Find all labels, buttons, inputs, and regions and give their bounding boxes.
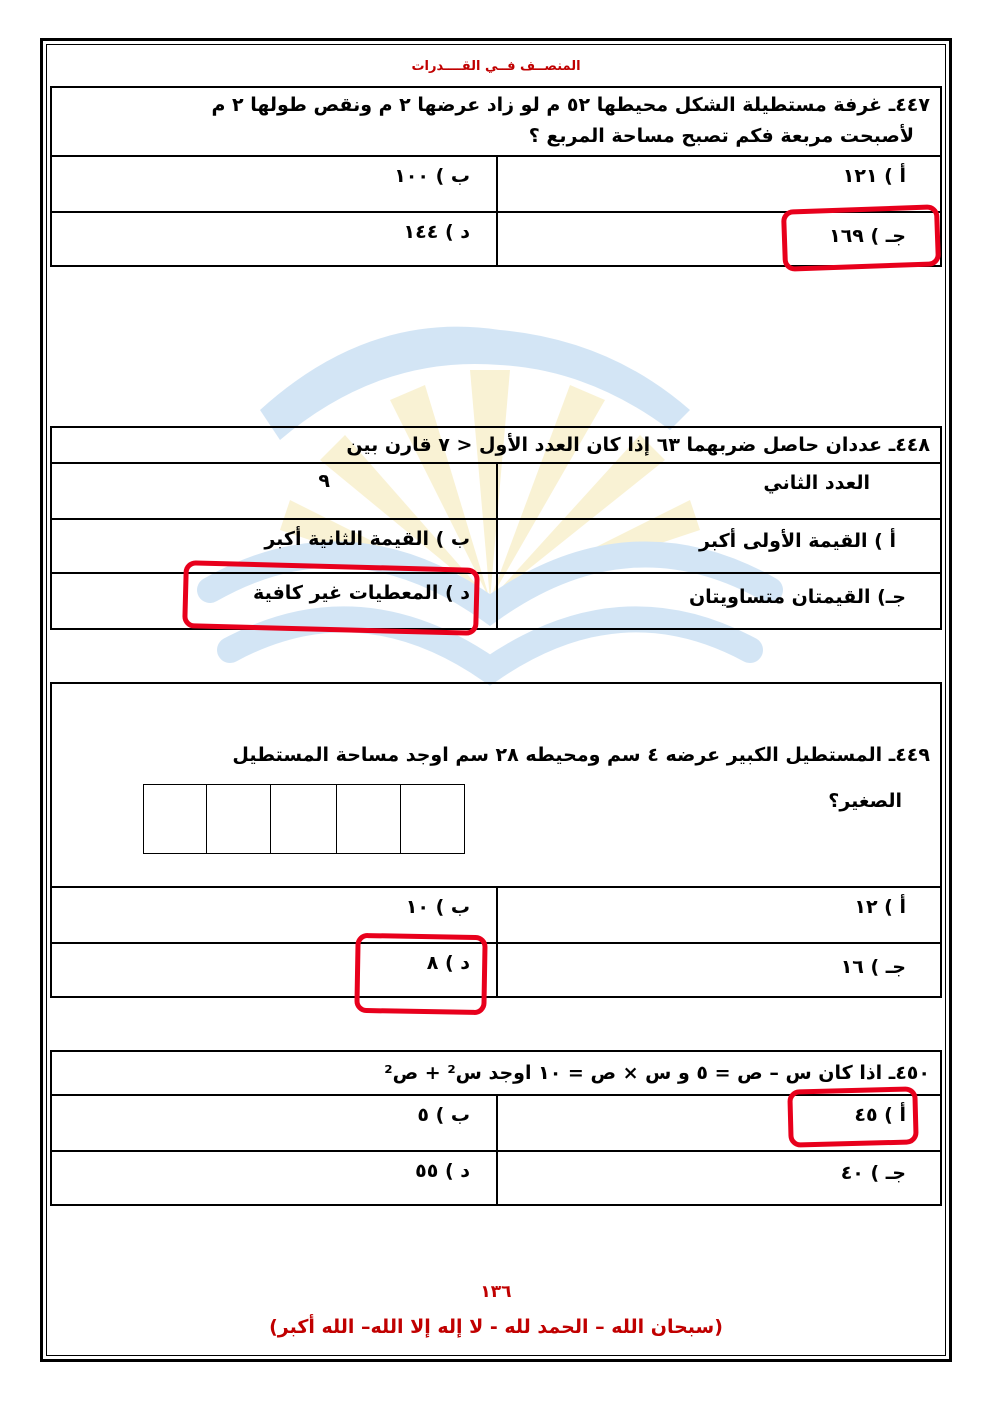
question-449-line2: الصغير؟ bbox=[828, 790, 902, 812]
rectangle-figure bbox=[143, 784, 465, 854]
question-448-line1: ٤٤٨ـ عددان حاصل ضربهما ٦٣ إذا كان العدد الأول < ٧ قارن بين bbox=[346, 434, 930, 456]
option-a: أ ) ٤٥ bbox=[854, 1104, 906, 1126]
answer-mark-448 bbox=[182, 560, 480, 636]
option-a: أ ) القيمة الأولى أكبر bbox=[699, 530, 896, 552]
compare-column-2: ٩ bbox=[318, 470, 330, 492]
answer-mark-449 bbox=[354, 933, 487, 1015]
question-448-box bbox=[50, 426, 942, 464]
option-b: ب ) ١٠ bbox=[405, 896, 470, 918]
options-row bbox=[52, 464, 940, 520]
option-c: جـ ) ١٦ bbox=[840, 956, 906, 978]
answer-mark-447 bbox=[781, 204, 941, 271]
option-b: ب ) القيمة الثانية أكبر bbox=[264, 528, 470, 550]
option-b: ب ) ٥ bbox=[417, 1104, 470, 1126]
compare-column-1: العدد الثاني bbox=[763, 472, 870, 494]
option-a: أ ) ١٢١ bbox=[842, 165, 906, 187]
option-c: جـ) القيمتان متساويتان bbox=[688, 586, 906, 608]
question-449-line1: ٤٤٩ـ المستطيل الكبير عرضه ٤ سم ومحيطه ٢٨ سم اوجد مساحة المستطيل bbox=[232, 744, 930, 766]
options-row bbox=[52, 888, 940, 944]
question-447-box bbox=[50, 86, 942, 157]
question-450-line1: ٤٥٠ـ اذا كان س – ص = ٥ و س × ص = ١٠ اوجد س² + ص² bbox=[384, 1062, 930, 1084]
question-447-line2: لأصبحت مربعة فكم تصبح مساحة المربع ؟ bbox=[528, 125, 914, 147]
option-c: جـ ) ١٦٩ bbox=[829, 225, 906, 247]
option-d: د ) المعطيات غير كافية bbox=[253, 582, 470, 604]
footer-dhikr: (سبحان الله – الحمد لله - لا إله إلا الله– الله أكبر) bbox=[269, 1316, 723, 1338]
option-d: د ) ٥٥ bbox=[415, 1160, 470, 1182]
option-d: د ) ١٤٤ bbox=[403, 221, 470, 243]
option-d: د ) ٨ bbox=[426, 952, 470, 974]
answer-mark-450 bbox=[787, 1086, 918, 1147]
page-header: المنصــف فــي القــــدرات bbox=[411, 59, 581, 74]
options-row bbox=[52, 942, 940, 996]
option-a: أ ) ١٢ bbox=[854, 896, 906, 918]
options-row bbox=[52, 1150, 940, 1204]
question-447-line1: ٤٤٧ـ غرفة مستطيلة الشكل محيطها ٥٢ م لو زاد عرضها ٢ م ونقص طولها ٢ م bbox=[211, 94, 930, 116]
question-449-options bbox=[50, 886, 942, 998]
page-number: ١٣٦ bbox=[480, 1282, 512, 1302]
option-b: ب ) ١٠٠ bbox=[394, 165, 470, 187]
options-row bbox=[52, 157, 940, 213]
option-c: جـ ) ٤٠ bbox=[840, 1162, 906, 1184]
